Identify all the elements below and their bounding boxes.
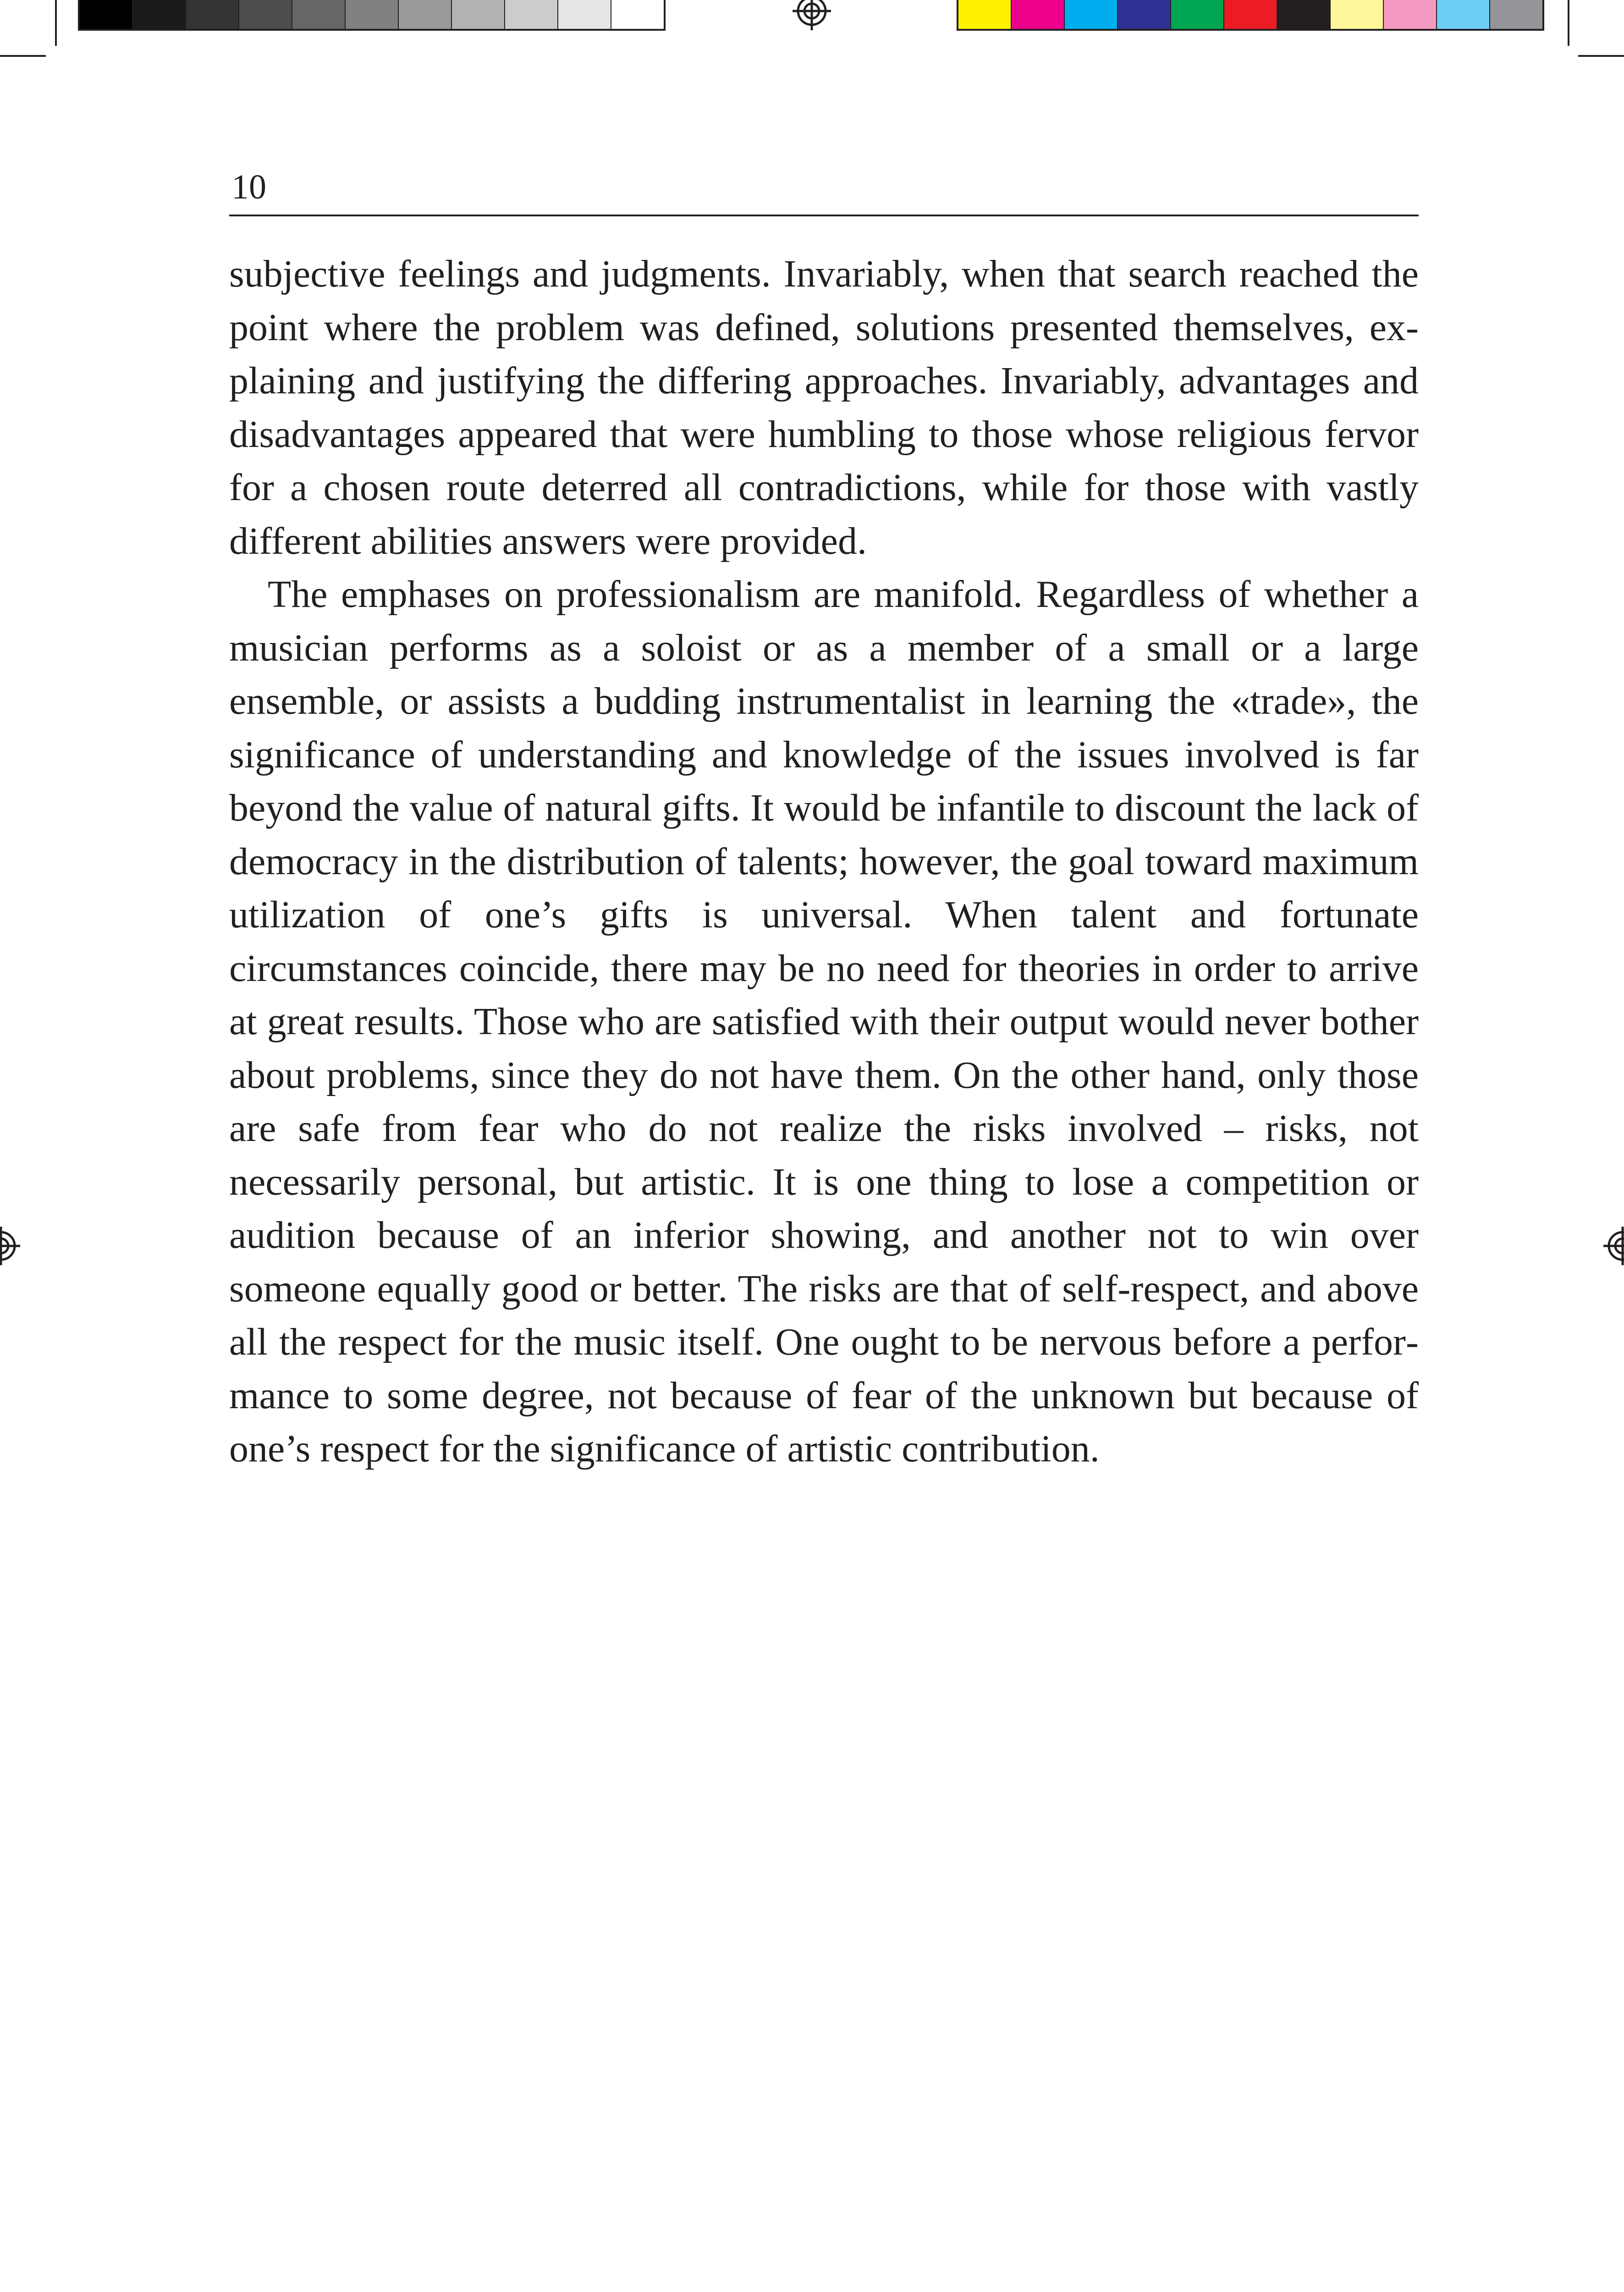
registration-mark-left-icon (0, 1227, 20, 1265)
header-rule (229, 215, 1419, 216)
color-patch (1331, 0, 1384, 29)
color-patch (1171, 0, 1224, 29)
process-color-bar (957, 0, 1544, 31)
color-patch (1118, 0, 1171, 29)
gray-patch (239, 0, 292, 29)
crop-mark-top-right-horizontal (1578, 55, 1624, 57)
color-patch (1277, 0, 1331, 29)
color-patch (958, 0, 1012, 29)
gray-patch (186, 0, 239, 29)
registration-mark-top-icon (793, 0, 831, 30)
gray-patch (80, 0, 133, 29)
gray-patch (452, 0, 505, 29)
paragraph-professionalism: The emphases on professionalism are manifold. Regardless of whether a musician performs as a soloist or as a member of a small or a large ensemble, or assists a budding instrumentalist in learning the «trade», the significance of understanding and knowledge of the issues involved is far beyond the value of natural gifts. It would be infantile to discount the lack of democracy in the distribution of talents; however, the goal toward maximum utilization of one’s gifts is universal. When talent and fortunate circumstances coincide, there may be no need for theories in order to arrive at great results. Those who are satisfied with their output would never bother about problems, since they do not have them. On the other hand, only those are safe from fear who do not realize the risks involved – risks, not necessarily personal, but artistic. It is one thing to lose a competition or audition because of an inferior showing, and another not to win over someone equally good or better. The risks are that of self-respect, and above all the respect for the music itself. One ought to be nervous before a performance to some degree, not because of fear of the unknown but because of one’s respect for the significance of artistic contribution. (229, 573, 1419, 1470)
registration-mark-right-icon (1603, 1227, 1624, 1265)
page-number: 10 (231, 168, 266, 206)
gray-patch (505, 0, 558, 29)
color-patch (1065, 0, 1118, 29)
color-patch (1437, 0, 1490, 29)
body-text (229, 248, 1419, 1476)
crop-mark-top-left-horizontal (0, 55, 46, 57)
crop-mark-top-right (1568, 0, 1569, 46)
color-patch (1490, 0, 1542, 29)
gray-patch (611, 0, 664, 29)
color-patch (1012, 0, 1065, 29)
gray-patch (292, 0, 346, 29)
gray-patch (133, 0, 186, 29)
color-patch (1224, 0, 1277, 29)
gray-patch (399, 0, 452, 29)
gray-patch (346, 0, 399, 29)
color-patch (1384, 0, 1437, 29)
grayscale-color-bar (78, 0, 666, 31)
paragraph-continued: subjective feelings and judgments. Invariably, when that search reached the point where the problem was defined, solutions presented themselves, explaining and justifying the differing approaches. Invariably, advantages and disadvantages appeared that were humbling to those whose religious fervor for a chosen route deterred all contradictions, while for those with vastly different abilities answers were provided. (229, 253, 1419, 562)
gray-patch (558, 0, 611, 29)
crop-mark-top-left (55, 0, 57, 46)
